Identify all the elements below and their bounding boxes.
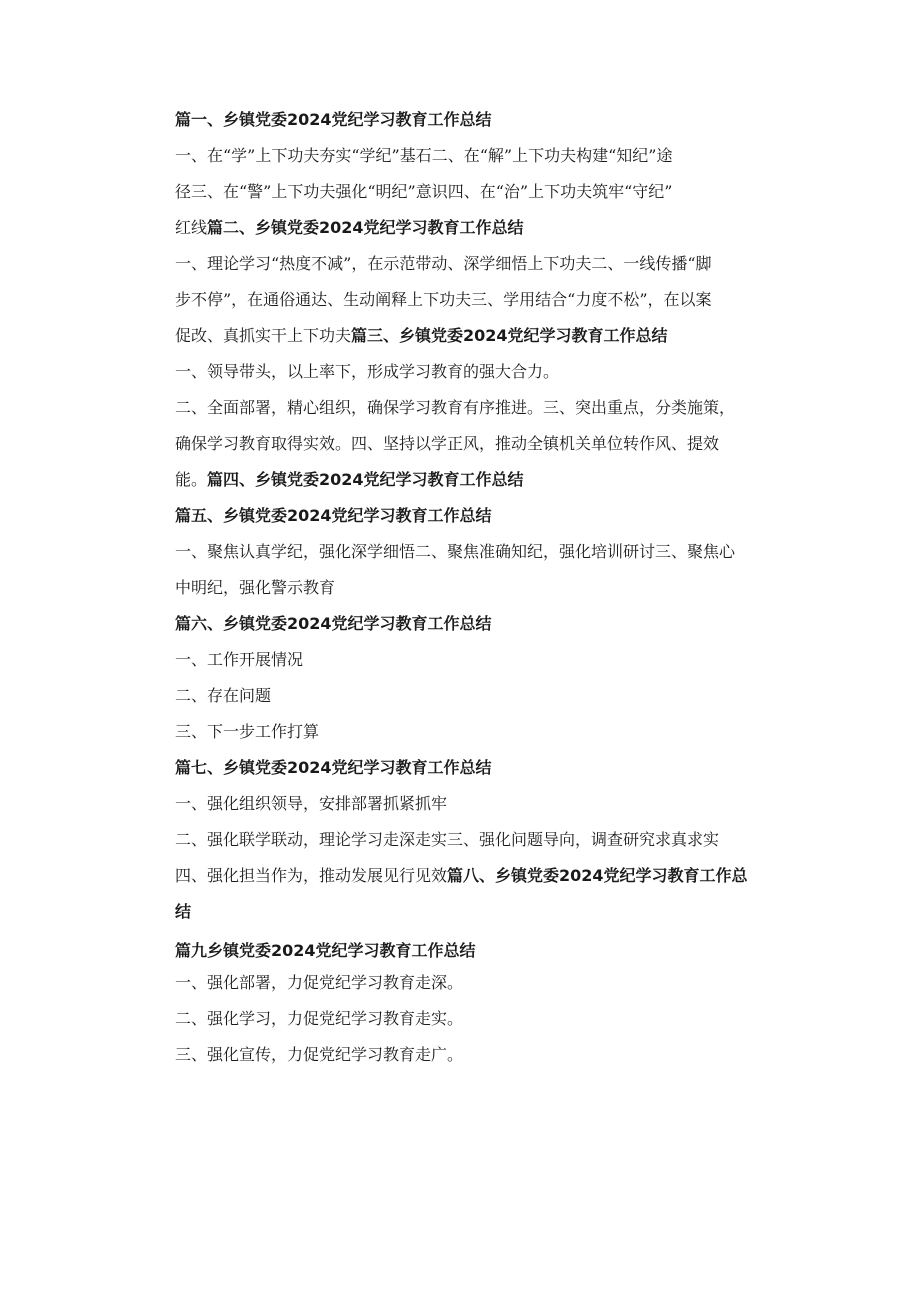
text-line [175, 642, 775, 678]
text-line [175, 138, 775, 174]
text-line [175, 750, 775, 786]
text-line [175, 1037, 775, 1073]
text-line [175, 822, 775, 858]
body-text: 步不停”，在通俗通达、生动阐释上下功夫三、学用结合“力度不松”，在以案 [175, 290, 712, 309]
section-heading: 篇七、乡镇党委2024党纪学习教育工作总结 [175, 758, 492, 777]
body-text: 一、强化部署，力促党纪学习教育走深。 [175, 973, 464, 992]
text-line [175, 858, 775, 894]
text-line [175, 894, 775, 930]
section-heading: 篇八、乡镇党委2024党纪学习教育工作总 [447, 866, 748, 885]
text-line [175, 965, 775, 1001]
section-heading: 篇九乡镇党委2024党纪学习教育工作总结 [175, 941, 476, 960]
body-text: 三、强化宣传，力促党纪学习教育走广。 [175, 1045, 464, 1064]
text-line [175, 606, 775, 642]
section-heading: 篇一、乡镇党委2024党纪学习教育工作总结 [175, 110, 492, 129]
body-text: 三、下一步工作打算 [175, 722, 320, 741]
text-line [175, 102, 775, 138]
text-line [175, 210, 775, 246]
text-line [175, 174, 775, 210]
text-line [175, 282, 775, 318]
text-line [175, 246, 775, 282]
body-text: 径三、在“警”上下功夫强化“明纪”意识四、在“治”上下功夫筑牢“守纪” [175, 182, 673, 201]
text-line [175, 318, 775, 354]
body-text: 一、在“学”上下功夫夯实“学纪”基石二、在“解”上下功夫构建“知纪”途 [175, 146, 673, 165]
section-heading: 篇二、乡镇党委2024党纪学习教育工作总结 [207, 218, 524, 237]
body-text: 一、强化组织领导，安排部署抓紧抓牢 [175, 794, 448, 813]
body-text: 二、强化联学联动，理论学习走深走实三、强化问题导向，调查研究求真求实 [175, 830, 720, 849]
body-text: 确保学习教育取得实效。四、坚持以学正风，推动全镇机关单位转作风、提效 [175, 434, 720, 453]
section-heading: 篇三、乡镇党委2024党纪学习教育工作总结 [351, 326, 668, 345]
text-line [175, 937, 775, 965]
section-heading: 篇五、乡镇党委2024党纪学习教育工作总结 [175, 506, 492, 525]
body-text: 四、强化担当作为，推动发展见行见效 [175, 866, 448, 885]
text-line [175, 462, 775, 498]
document-body [175, 102, 775, 1073]
text-line [175, 390, 775, 426]
body-text: 一、理论学习“热度不减”，在示范带动、深学细悟上下功夫二、一线传播“脚 [175, 254, 712, 273]
text-line [175, 714, 775, 750]
text-line [175, 678, 775, 714]
body-text: 能。 [175, 470, 208, 489]
body-text: 二、强化学习，力促党纪学习教育走实。 [175, 1009, 464, 1028]
text-line [175, 498, 775, 534]
section-heading: 结 [175, 902, 192, 921]
body-text: 红线 [175, 218, 208, 237]
text-line [175, 786, 775, 822]
body-text: 一、聚焦认真学纪，强化深学细悟二、聚焦准确知纪，强化培训研讨三、聚焦心 [175, 542, 736, 561]
body-text: 中明纪，强化警示教育 [175, 578, 336, 597]
body-text: 一、领导带头，以上率下，形成学习教育的强大合力。 [175, 362, 560, 381]
section-heading: 篇四、乡镇党委2024党纪学习教育工作总结 [207, 470, 524, 489]
spacer [175, 930, 775, 937]
body-text: 二、全面部署，精心组织，确保学习教育有序推进。三、突出重点，分类施策， [175, 398, 736, 417]
text-line [175, 1001, 775, 1037]
section-heading: 篇六、乡镇党委2024党纪学习教育工作总结 [175, 614, 492, 633]
text-line [175, 570, 775, 606]
body-text: 一、工作开展情况 [175, 650, 304, 669]
body-text: 促改、真抓实干上下功夫 [175, 326, 352, 345]
text-line [175, 354, 775, 390]
body-text: 二、存在问题 [175, 686, 272, 705]
text-line [175, 426, 775, 462]
text-line [175, 534, 775, 570]
